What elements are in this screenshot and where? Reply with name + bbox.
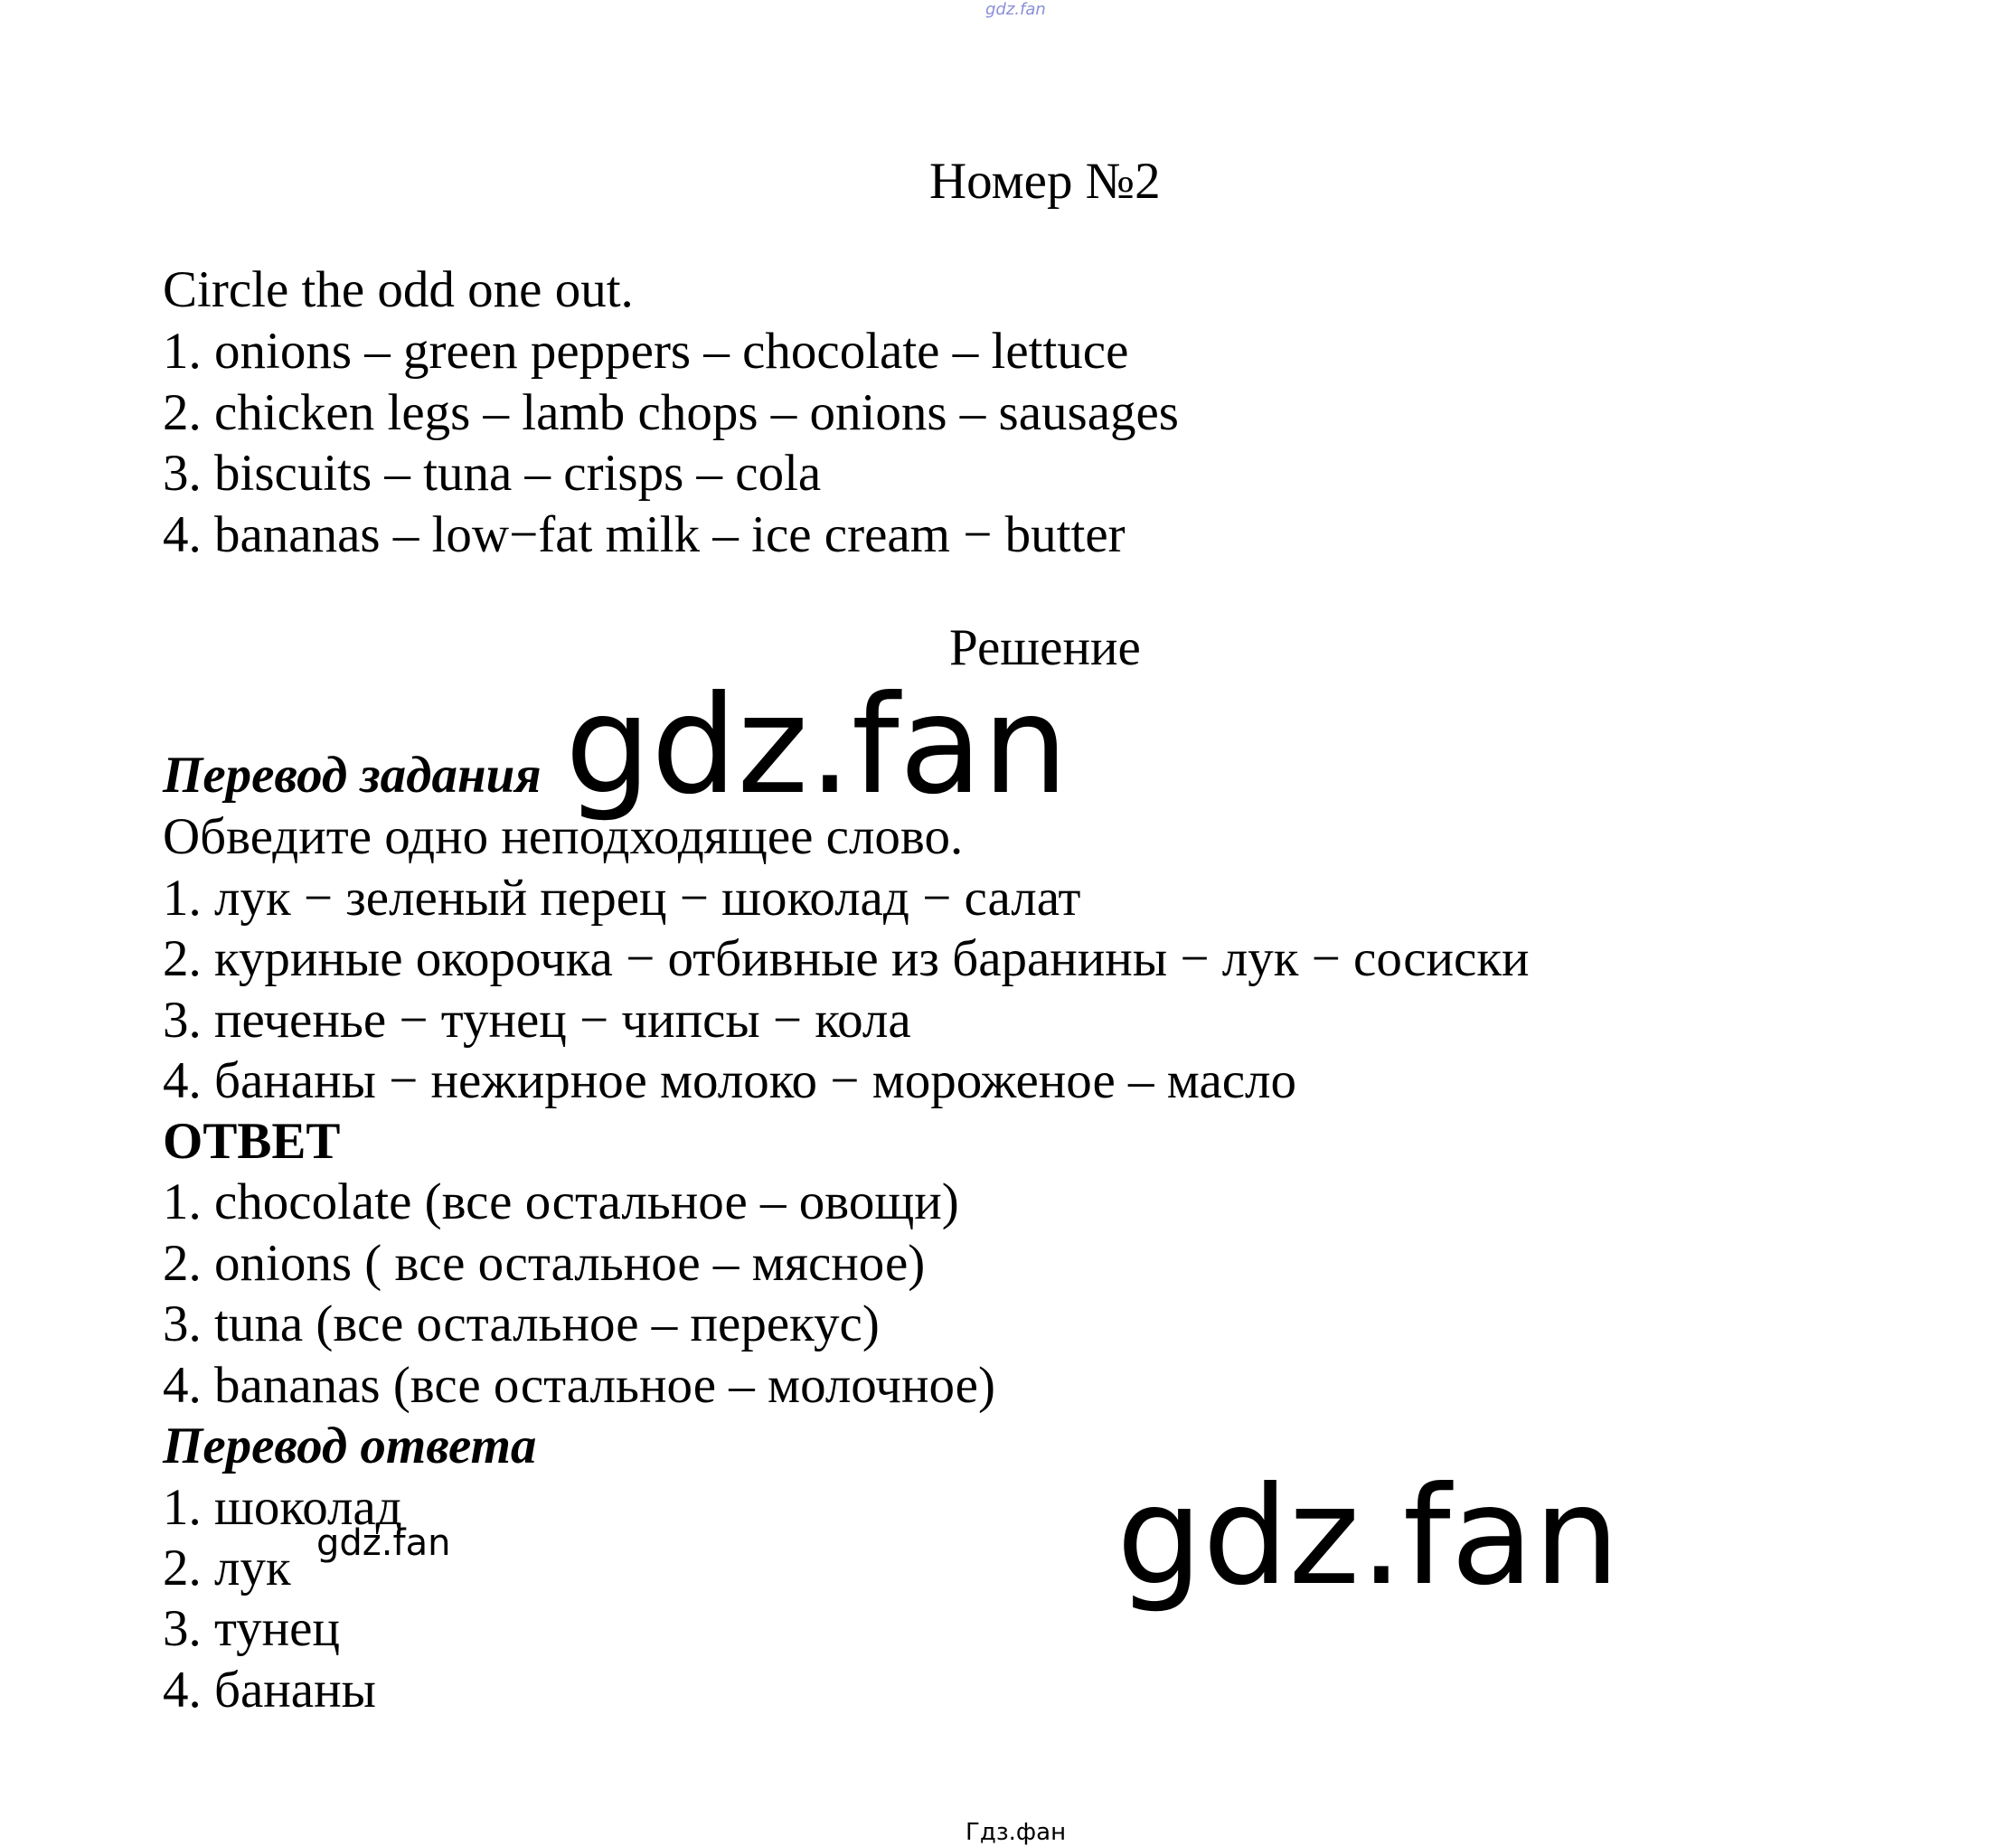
task-item: 3. biscuits – tuna – crisps – cola xyxy=(163,445,822,502)
watermark-large: gdz.fan xyxy=(565,667,1069,824)
translation-item: 4. бананы − нежирное молоко − мороженое – масло xyxy=(163,1052,1296,1109)
translation-item: 1. лук − зеленый перец − шоколад − салат xyxy=(163,870,1081,927)
translation-item: 2. куриные окорочка − отбивные из баранины − лук − сосиски xyxy=(163,930,1530,987)
answer-translation-item: 1. шоколад xyxy=(163,1479,402,1536)
answer-translation-item: 3. тунец xyxy=(163,1600,340,1657)
watermark-large: gdz.fan xyxy=(1116,1458,1620,1615)
answer-item: 2. onions ( все остальное – мясное) xyxy=(163,1235,926,1292)
answer-item: 1. chocolate (все остальное – овощи) xyxy=(163,1173,959,1230)
answer-translation-item: 4. бананы xyxy=(163,1662,376,1719)
translation-item: 3. печенье − тунец − чипсы − кола xyxy=(163,992,911,1049)
footer-text: Гдз.фан xyxy=(966,1819,1067,1846)
page-title: Номер №2 xyxy=(929,153,1161,210)
answer-item: 4. bananas (все остальное – молочное) xyxy=(163,1357,995,1414)
task-instruction: Circle the odd one out. xyxy=(163,261,634,318)
task-item: 2. chicken legs – lamb chops – onions – sausages xyxy=(163,384,1179,441)
task-item: 4. bananas – low−fat milk – ice cream − butter xyxy=(163,506,1126,563)
answer-heading: ОТВЕТ xyxy=(163,1113,341,1170)
task-item: 1. onions – green peppers – chocolate – lettuce xyxy=(163,323,1129,380)
answer-translation-heading: Перевод ответа xyxy=(163,1417,537,1474)
translation-instruction: Обведите одно неподходящее слово. xyxy=(163,808,964,865)
translation-heading: Перевод задания xyxy=(163,747,542,804)
watermark-small: gdz.fan xyxy=(316,1522,451,1564)
answer-item: 3. tuna (все остальное – перекус) xyxy=(163,1295,880,1352)
answer-translation-item: 2. лук xyxy=(163,1540,291,1596)
watermark-top: gdz.fan xyxy=(985,0,1046,19)
solution-heading: Решение xyxy=(949,619,1141,676)
